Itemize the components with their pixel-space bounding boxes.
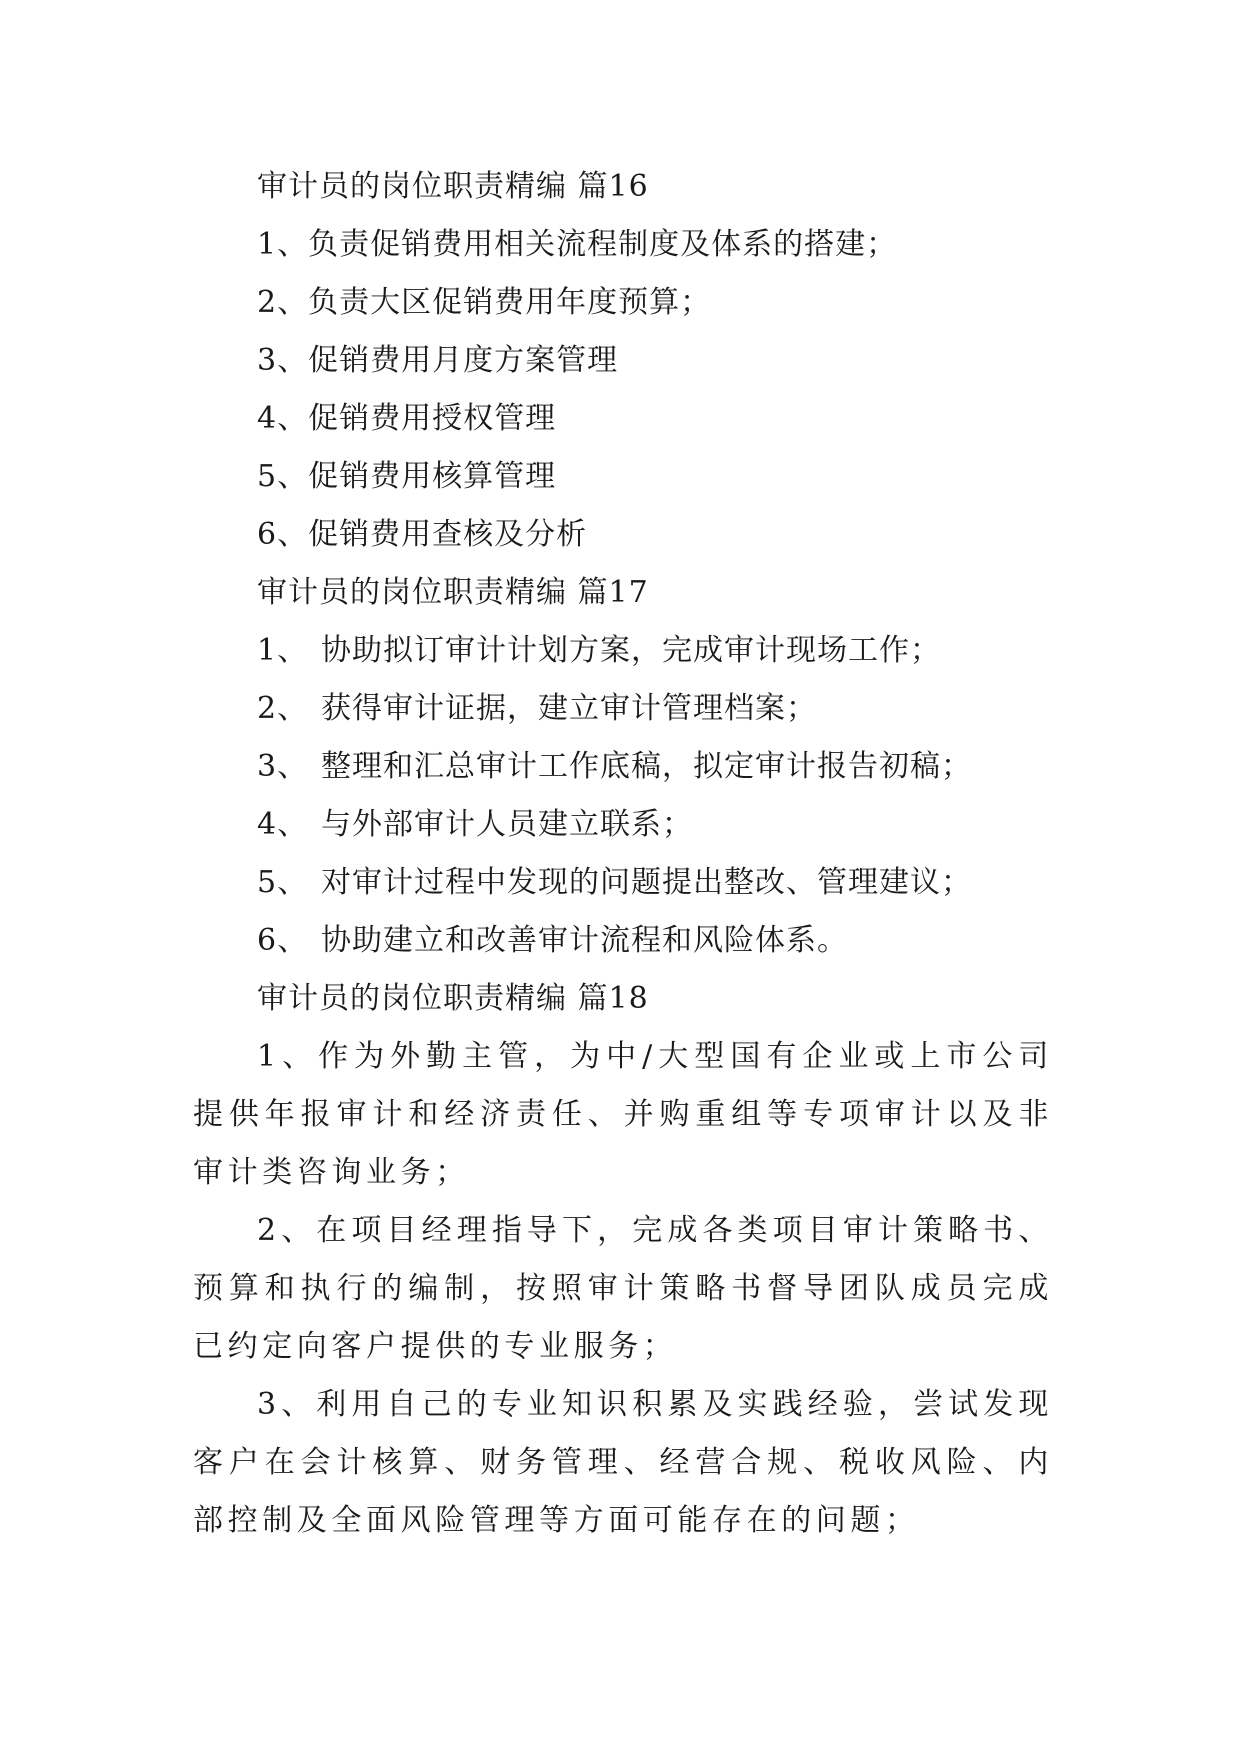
paragraph: 1、作为外勤主管，为中/大型国有企业或上市公司提供年报审计和经济责任、并购重组等专项审计以及非审计类咨询业务； — [193, 1039, 1053, 1190]
item-text: 与外部审计人员建立联系； — [321, 807, 693, 842]
item-text: 整理和汇总审计工作底稿，拟定审计报告初稿； — [321, 749, 972, 784]
item-number: 3、 — [257, 749, 309, 784]
paragraph: 3、利用自己的专业知识积累及实践经验，尝试发现客户在会计核算、财务管理、经营合规、税收风险、内部控制及全面风险管理等方面可能存在的问题； — [193, 1387, 1053, 1538]
document-content — [193, 158, 1053, 1550]
item-text: 获得审计证据，建立审计管理档案； — [321, 691, 817, 726]
list-item — [193, 506, 1053, 564]
item-number: 2、 — [257, 285, 309, 320]
list-item — [193, 854, 1053, 912]
item-number: 4、 — [257, 807, 309, 842]
list-item — [193, 216, 1053, 274]
item-number: 1、 — [257, 227, 309, 262]
list-item — [193, 274, 1053, 332]
section-heading-17: 审计员的岗位职责精编 篇17 — [257, 575, 649, 610]
item-text: 协助拟订审计计划方案，完成审计现场工作； — [321, 633, 941, 668]
item-number: 1、 — [257, 633, 309, 668]
list-item — [193, 390, 1053, 448]
list-item — [193, 332, 1053, 390]
item-text: 对审计过程中发现的问题提出整改、管理建议； — [321, 865, 972, 900]
item-text: 促销费用查核及分析 — [308, 517, 588, 552]
item-number: 6、 — [257, 923, 309, 958]
list-item — [193, 738, 1053, 796]
item-text: 协助建立和改善审计流程和风险体系。 — [321, 923, 848, 958]
section-heading-18: 审计员的岗位职责精编 篇18 — [257, 981, 649, 1016]
list-item — [193, 622, 1053, 680]
list-item — [193, 912, 1053, 970]
item-number: 5、 — [257, 459, 309, 494]
item-text: 促销费用月度方案管理 — [308, 343, 619, 378]
item-text: 负责大区促销费用年度预算； — [308, 285, 712, 320]
list-item — [193, 796, 1053, 854]
item-text: 促销费用核算管理 — [308, 459, 557, 494]
item-number: 6、 — [257, 517, 309, 552]
item-text: 负责促销费用相关流程制度及体系的搭建； — [308, 227, 898, 262]
list-item — [193, 680, 1053, 738]
item-text: 促销费用授权管理 — [308, 401, 557, 436]
item-number: 2、 — [257, 691, 309, 726]
item-number: 5、 — [257, 865, 309, 900]
item-number: 4、 — [257, 401, 309, 436]
item-number: 3、 — [257, 343, 309, 378]
paragraph: 2、在项目经理指导下，完成各类项目审计策略书、预算和执行的编制，按照审计策略书督导团队成员完成已约定向客户提供的专业服务； — [193, 1213, 1053, 1364]
list-item — [193, 448, 1053, 506]
section-heading-16: 审计员的岗位职责精编 篇16 — [257, 169, 649, 204]
